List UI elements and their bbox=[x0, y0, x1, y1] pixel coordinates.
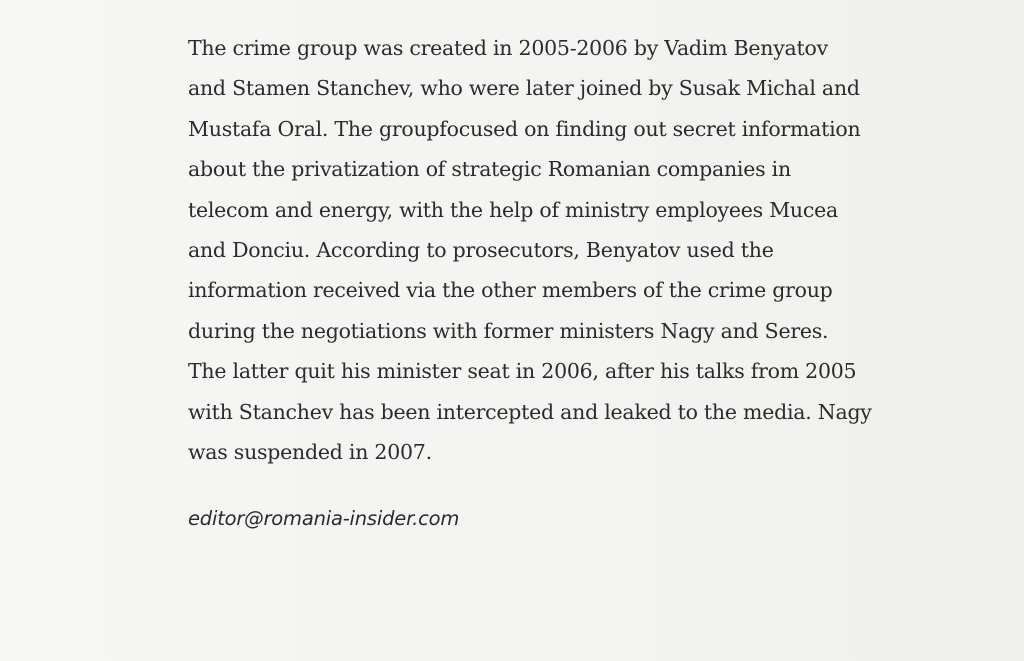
paragraph-line: about the privatization of strategic Romanian companies in bbox=[188, 157, 791, 182]
paragraph-line: and Stamen Stanchev, who were later joined by Susak Michal and bbox=[188, 76, 860, 101]
author-email: editor@romania-insider.com bbox=[188, 507, 460, 530]
paragraph-line: during the negotiations with former ministers Nagy and Seres. bbox=[188, 318, 829, 343]
paragraph-line: Mustafa Oral. The groupfocused on finding out secret information bbox=[188, 116, 861, 141]
article-paragraph bbox=[188, 28, 988, 472]
paragraph-line: with Stanchev has been intercepted and leaked to the media. Nagy bbox=[188, 399, 872, 424]
paragraph-line: telecom and energy, with the help of ministry employees Mucea bbox=[188, 197, 838, 222]
paragraph-line: information received via the other members of the crime group bbox=[188, 278, 833, 303]
paragraph-line: The crime group was created in 2005-2006 by Vadim Benyatov bbox=[188, 36, 828, 60]
paragraph-line: and Donciu. According to prosecutors, Benyatov used the bbox=[188, 238, 774, 263]
paragraph-line: The latter quit his minister seat in 2006, after his talks from 2005 bbox=[188, 359, 857, 384]
paragraph-line: was suspended in 2007. bbox=[188, 440, 432, 465]
